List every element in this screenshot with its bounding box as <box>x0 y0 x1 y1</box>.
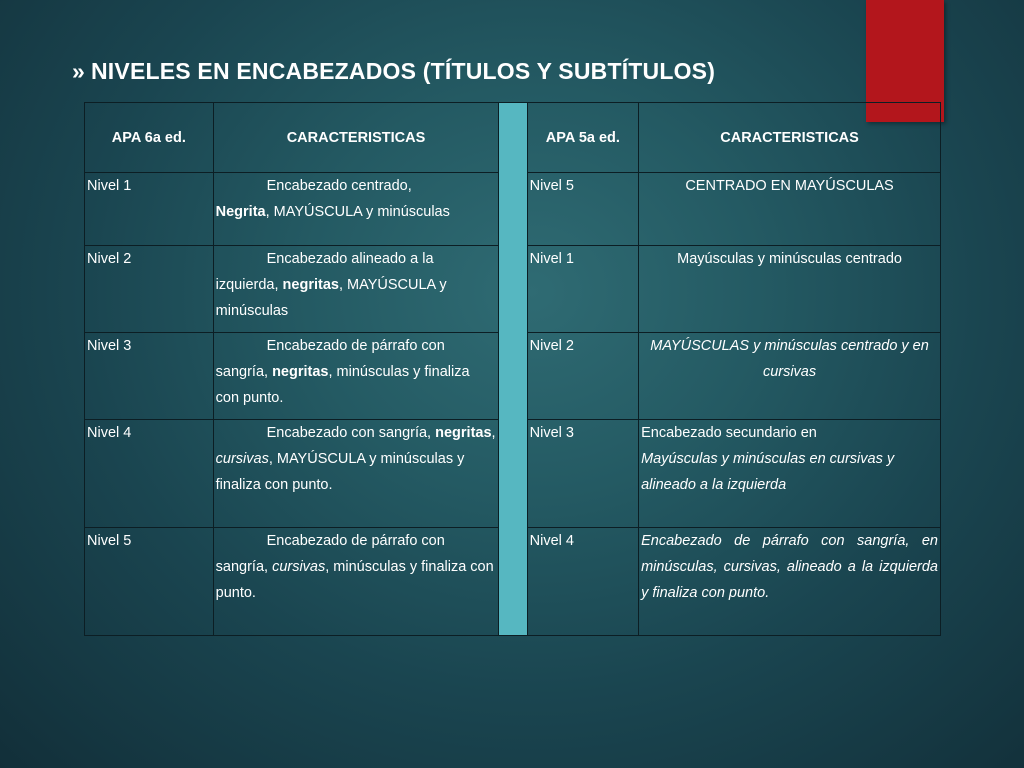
apa6-desc-cell: Encabezado centrado, Negrita, MAYÚSCULA y minúsculas <box>213 173 499 246</box>
apa6-desc-cell: Encabezado de párrafo con sangría, cursivas, minúsculas y finaliza con punto. <box>213 528 499 636</box>
apa5-desc-cell: CENTRADO EN MAYÚSCULAS <box>639 173 941 246</box>
headings-table <box>84 102 941 636</box>
table-header-row <box>85 103 941 173</box>
apa6-level-cell: Nivel 2 <box>85 246 214 333</box>
apa6-level-cell: Nivel 4 <box>85 420 214 528</box>
separator-column <box>499 103 527 636</box>
apa5-desc-cell: Encabezado secundario en Mayúsculas y minúsculas en cursivas y alineado a la izquierda <box>639 420 941 528</box>
apa6-desc-cell: Encabezado alineado a la izquierda, negritas, MAYÚSCULA y minúsculas <box>213 246 499 333</box>
apa5-level-cell: Nivel 2 <box>527 333 638 420</box>
header-characteristics-apa5: CARACTERISTICAS <box>639 103 941 173</box>
apa5-level-cell: Nivel 1 <box>527 246 638 333</box>
apa6-desc-cell: Encabezado con sangría, negritas, cursivas, MAYÚSCULA y minúsculas y finaliza con punto. <box>213 420 499 528</box>
apa6-level-cell: Nivel 5 <box>85 528 214 636</box>
apa5-desc-cell: Encabezado de párrafo con sangría, en minúsculas, cursivas, alineado a la izquierda y finaliza con punto. <box>639 528 941 636</box>
header-apa5: APA 5a ed. <box>527 103 638 173</box>
slide-title <box>72 58 832 85</box>
apa5-level-cell: Nivel 3 <box>527 420 638 528</box>
apa6-desc-cell: Encabezado de párrafo con sangría, negritas, minúsculas y finaliza con punto. <box>213 333 499 420</box>
title-text: NIVELES EN ENCABEZADOS (TÍTULOS Y SUBTÍTULOS) <box>91 58 716 84</box>
header-apa6: APA 6a ed. <box>85 103 214 173</box>
apa5-desc-cell: MAYÚSCULAS y minúsculas centrado y en cursivas <box>639 333 941 420</box>
title-marker: » <box>72 58 85 84</box>
apa6-level-cell: Nivel 3 <box>85 333 214 420</box>
apa5-level-cell: Nivel 4 <box>527 528 638 636</box>
apa5-desc-cell: Mayúsculas y minúsculas centrado <box>639 246 941 333</box>
apa5-level-cell: Nivel 5 <box>527 173 638 246</box>
header-characteristics-apa6: CARACTERISTICAS <box>213 103 499 173</box>
apa6-level-cell: Nivel 1 <box>85 173 214 246</box>
